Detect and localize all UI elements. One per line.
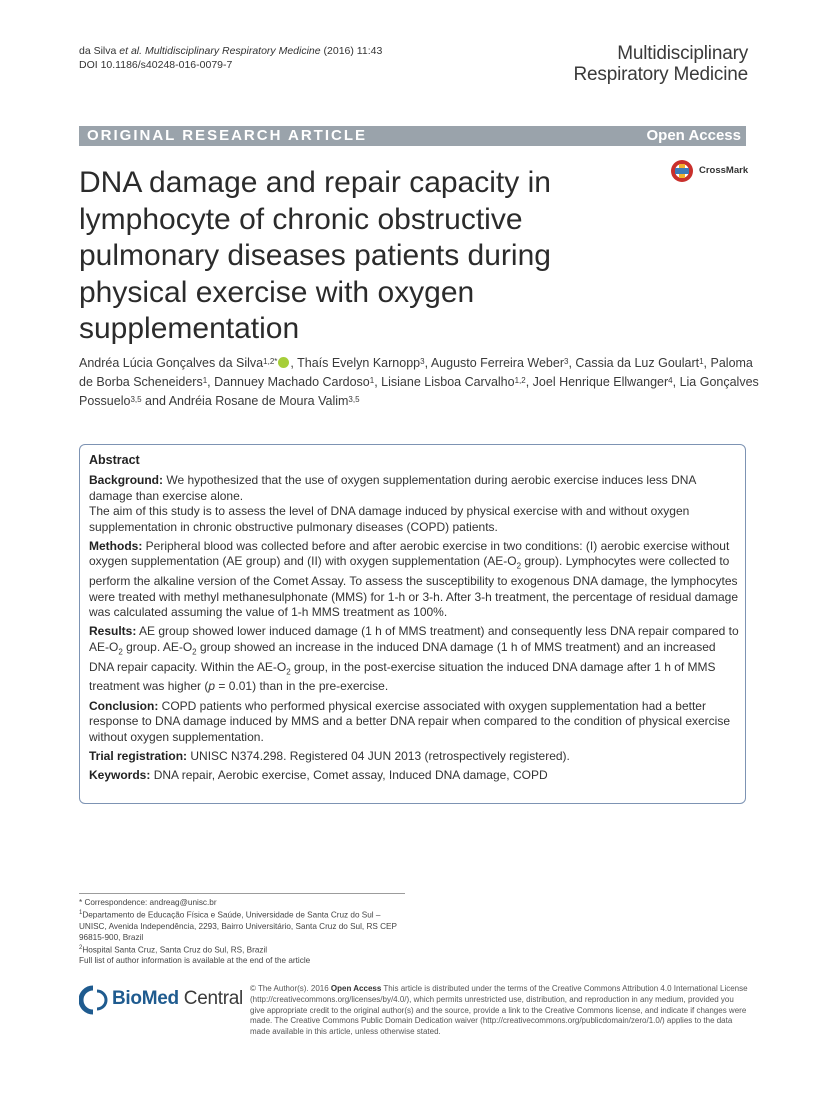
author-name: Lia Gonçalves Possuelo <box>79 375 759 408</box>
abstract-trial-registration <box>89 749 739 764</box>
subscript: 2 <box>516 561 522 571</box>
author-name: Augusto Ferreira Weber <box>430 356 564 370</box>
affiliation-text: Hospital Santa Cruz, Santa Cruz do Sul, RS, Brazil <box>82 945 268 955</box>
results-text: AE group showed lower induced damage (1 h of MMS treatment) and consequently less DNA repair compared to AE-O <box>89 624 739 654</box>
footnotes <box>79 897 409 966</box>
article-type-label: ORIGINAL RESEARCH ARTICLE <box>87 127 368 144</box>
background-aim-text: The aim of this study is to assess the level of DNA damage induced by physical exercise with and without oxygen supplementation in chronic obstructive pulmonary diseases (COPD) patients. <box>89 504 690 534</box>
author-affiliation: 1 <box>369 376 375 385</box>
author-affiliation: 3,5 <box>348 395 360 404</box>
conclusion-text: COPD patients who performed physical exercise associated with oxygen supplementation had a better response to DNA damage induced by MMS and a better DNA repair when compared to the condition of physical exercise without oxygen supplementation. <box>89 698 731 744</box>
author-name: Joel Henrique Ellwanger <box>532 375 669 389</box>
methods-text: Peripheral blood was collected before and after aerobic exercise in two conditions: (I) aerobic exercise without oxygen supplementation (AE group) and (II) with oxygen supplementation (AE-O <box>89 539 730 569</box>
author-affiliation: 3 <box>564 357 569 366</box>
author[interactable] <box>431 356 569 370</box>
author-name: Andréa Lúcia Gonçalves da Silva <box>79 356 264 370</box>
license-statement <box>250 984 750 1038</box>
abstract-heading: Abstract <box>89 453 140 467</box>
crossmark-label[interactable]: CrossMark <box>699 165 749 176</box>
author[interactable] <box>297 356 424 370</box>
author-affiliation: 1 <box>202 376 208 385</box>
keywords-text: DNA repair, Aerobic exercise, Comet assay, Induced DNA damage, COPD <box>150 768 548 783</box>
conclusion-label: Conclusion: <box>89 698 159 713</box>
p-value-symbol: p <box>208 679 216 694</box>
background-text: We hypothesized that the use of oxygen supplementation during aerobic exercise induces less DNA damage than exercise alone. <box>89 473 696 503</box>
author[interactable] <box>575 356 703 370</box>
publisher-name-bold: BioMed <box>112 988 179 1009</box>
article-title: DNA damage and repair capacity in lymphocyte of chronic obstructive pulmonary diseases patients during physical exercise with oxygen supplementation <box>79 166 551 345</box>
author-name: Thaís Evelyn Karnopp <box>297 356 421 370</box>
author-affiliation: 4 <box>668 376 673 385</box>
publisher-name-regular: Central <box>178 988 243 1009</box>
author[interactable] <box>533 375 673 389</box>
subscript: 2 <box>192 647 197 657</box>
author-affiliation: 3 <box>420 357 425 366</box>
publisher-name <box>112 988 243 1010</box>
affiliation-number: 1 <box>79 910 83 916</box>
citation-header <box>79 44 382 72</box>
affiliation-1 <box>79 908 409 943</box>
author-list: Andréa Lúcia Gonçalves da Silva$^{1,2*}$ , Thaís Evelyn Karnopp$^3$, Augusto Ferreira Weber$^3$, Cassia da Luz Goulart$^1$, Paloma de Borba Scheneiders$^1$, Dannuey Machado Cardoso$^1$, Lisiane Lisboa Carvalho$^{1,2}$, Joel Henrique Ellwanger$^4$, Lia Gonçalves Possuelo$^{3,5}$ and Andréia Rosane de Moura Valim$^{3,5}$ <box>79 356 759 408</box>
results-text-cont: group showed an increase in the induced DNA damage (1 h of MMS treatment) and an increased DNA repair capacity. Within the AE-O <box>89 639 716 674</box>
journal-name-line1: Multidisciplinary <box>617 43 748 64</box>
correspondence[interactable]: * Correspondence: andreag@unisc.br <box>79 898 217 907</box>
author-name: Lisiane Lisboa Carvalho <box>381 375 515 389</box>
copyright: © The Author(s). 2016 <box>250 984 331 993</box>
results-label: Results: <box>89 624 137 639</box>
citation-journal: et al. Multidisciplinary Respiratory Medicine <box>119 45 321 57</box>
subscript: 2 <box>286 667 291 677</box>
author-name: Andréia Rosane de Moura Valim <box>168 394 349 408</box>
abstract <box>89 453 739 788</box>
results-text-cont: group, in the post-exercise situation the induced DNA damage after 1 h of MMS treatment was higher ( <box>89 659 716 694</box>
abstract-conclusion <box>89 699 739 745</box>
author-affiliation: 1 <box>699 357 704 366</box>
author[interactable] <box>79 356 290 370</box>
keywords-label: Keywords: <box>89 768 151 783</box>
abstract-background <box>89 473 739 535</box>
trial-label: Trial registration: <box>89 749 188 764</box>
author-affiliation: 1,2* <box>263 357 278 366</box>
trial-text: UNISC N374.298. Registered 04 JUN 2013 (retrospectively registered). <box>187 749 570 764</box>
orcid-icon[interactable] <box>278 357 289 368</box>
license-open-access: Open Access <box>330 984 382 993</box>
full-author-info-note: Full list of author information is available at the end of the article <box>79 956 311 966</box>
methods-label: Methods: <box>89 539 143 554</box>
abstract-methods <box>89 539 739 620</box>
citation-authors: da Silva <box>79 45 117 57</box>
background-label: Background: <box>89 473 164 488</box>
journal-name-line2: Respiratory Medicine <box>573 64 748 85</box>
results-text-cont: group. AE-O <box>122 639 193 654</box>
methods-text-cont: group). Lymphocytes were collected to perform the alkaline version of the Comet Assay. To assess the susceptibility to exogenous DNA damage, the lymphocytes were treated with methyl methanesulphonate (MMS) for 1-h or 3-h. After 3-h treatment, the percentage of residual damage was calculated assuming the value of 1-h MMS treatment as 100%. <box>89 554 739 620</box>
results-text-end: = 0.01) than in the pre-exercise. <box>215 679 389 694</box>
affiliation-text: Departamento de Educação Física e Saúde, Universidade de Santa Cruz do Sul – UNISC, Avenida Independência, 2293, Bairro Universitário, Santa Cruz do Sul, RS CEP 96815-900, Brazil <box>79 910 397 942</box>
author-name: Paloma de Borba Scheneiders <box>79 356 753 389</box>
affiliation-2 <box>79 943 409 956</box>
author-affiliation: 1,2 <box>514 376 526 385</box>
author-affiliation: 3,5 <box>130 395 142 404</box>
subscript: 2 <box>118 647 123 657</box>
citation-year-volume: (2016) 11:43 <box>320 45 383 57</box>
footnote-divider <box>79 893 405 894</box>
abstract-keywords <box>89 768 739 783</box>
author-name: Dannuey Machado Cardoso <box>214 375 370 389</box>
open-access-label: Open Access <box>646 127 741 144</box>
author-name: Cassia da Luz Goulart <box>575 356 700 370</box>
affiliation-number: 2 <box>79 944 83 951</box>
author[interactable] <box>381 375 526 389</box>
author[interactable] <box>169 394 360 408</box>
author[interactable] <box>214 375 374 389</box>
abstract-results <box>89 624 739 694</box>
journal-logo <box>574 43 748 85</box>
license-text: This article is distributed under the terms of the Creative Commons Attribution 4.0 International License (http://creativecommons.org/licenses/by/4.0/), which permits unrestricted use, distribution, and reproduction in any medium, provided you give appropriate credit to the original author(s) and the source, provide a link to the Creative Commons license, and indicate if changes were made. The Creative Commons Public Domain Dedication waiver (http://creativecommons.org/publicdomain/zero/1.0/) applies to the data made available in this article, unless otherwise stated. <box>250 984 748 1037</box>
doi[interactable]: DOI 10.1186/s40248-016-0079-7 <box>79 59 233 71</box>
